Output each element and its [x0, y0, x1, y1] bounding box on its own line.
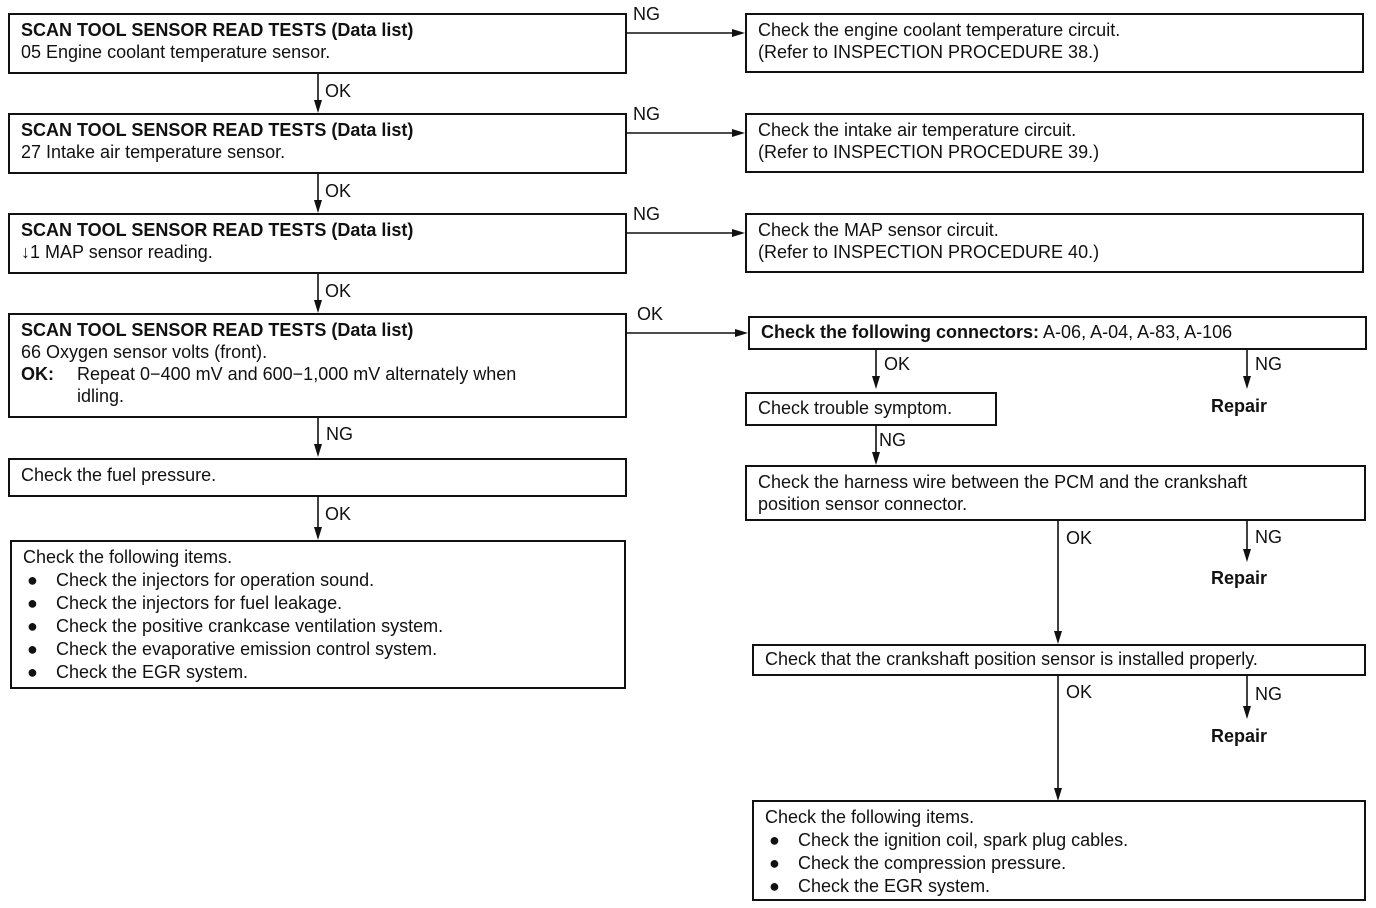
connectors-label: Check the following connectors:: [761, 322, 1040, 342]
ok-criteria-text: Repeat 0−400 mV and 600−1,000 mV alternately when: [77, 364, 517, 384]
list-item: ● Check the ignition coil, spark plug cables.: [769, 830, 1129, 850]
ok-label: OK: [325, 504, 352, 524]
ok-label: OK: [325, 81, 352, 101]
step-title: SCAN TOOL SENSOR READ TESTS (Data list): [21, 20, 414, 40]
bullet-icon: ●: [27, 662, 38, 682]
items-heading: Check the following items.: [23, 547, 233, 567]
step-text: Check the fuel pressure.: [21, 465, 217, 485]
ng-label: NG: [879, 430, 906, 450]
ok-label: OK: [1066, 528, 1093, 548]
step-title: SCAN TOOL SENSOR READ TESTS (Data list): [21, 220, 414, 240]
bullet-icon: ●: [27, 570, 38, 590]
repair-label: Repair: [1211, 396, 1268, 416]
repair-label: Repair: [1211, 726, 1268, 746]
ok-criteria-continued: idling.: [77, 386, 125, 406]
step-title: SCAN TOOL SENSOR READ TESTS (Data list): [21, 120, 414, 140]
result-coolant-circuit: Check the engine coolant temperature circuit. (Refer to INSPECTION PROCEDURE 38.): [745, 13, 1364, 73]
bullet-icon: ●: [27, 616, 38, 636]
step-crank-sensor-install: Check that the crankshaft position sensor is installed properly.: [752, 644, 1366, 676]
step-check-connectors: [748, 316, 1367, 350]
result-map-circuit: Check the MAP sensor circuit. (Refer to INSPECTION PROCEDURE 40.): [745, 213, 1364, 273]
bullet-icon: ●: [27, 593, 38, 613]
step-check-items-right: [752, 800, 1366, 901]
ng-label: NG: [326, 424, 353, 444]
ok-label: OK: [325, 281, 352, 301]
step-detail: 27 Intake air temperature sensor.: [21, 142, 286, 162]
step-check-items-left: [10, 540, 626, 689]
step-oxygen-sensor-test: [8, 313, 627, 418]
list-item: ● Check the injectors for operation sound.: [27, 570, 375, 590]
list-item: ● Check the compression pressure.: [769, 853, 1067, 873]
step-detail: ↓1 MAP sensor reading.: [21, 242, 213, 262]
step-detail: 66 Oxygen sensor volts (front).: [21, 342, 268, 362]
ng-label: NG: [1255, 527, 1282, 547]
list-item: ● Check the injectors for fuel leakage.: [27, 593, 343, 613]
list-item: ● Check the positive crankcase ventilation system.: [27, 616, 444, 636]
step-fuel-pressure: [8, 458, 627, 497]
step-map-sensor-test: [8, 213, 627, 274]
ng-label: NG: [1255, 354, 1282, 374]
step-trouble-symptom: Check trouble symptom.: [745, 392, 997, 426]
list-item: ● Check the EGR system.: [769, 876, 991, 896]
bullet-icon: ●: [27, 639, 38, 659]
result-intake-air-circuit: Check the intake air temperature circuit. (Refer to INSPECTION PROCEDURE 39.): [745, 113, 1364, 173]
list-item: ● Check the evaporative emission control system.: [27, 639, 438, 659]
ok-label: OK: [637, 304, 664, 324]
ok-criteria: [21, 363, 615, 385]
ok-criteria-label: OK:: [21, 364, 54, 384]
repair-label: Repair: [1211, 568, 1268, 588]
ng-label: NG: [633, 104, 660, 124]
items-heading: Check the following items.: [765, 807, 975, 827]
ok-label: OK: [1066, 682, 1093, 702]
step-title: SCAN TOOL SENSOR READ TESTS (Data list): [21, 320, 414, 340]
step-harness-wire: Check the harness wire between the PCM and the crankshaft position sensor connector.: [745, 465, 1366, 521]
ng-label: NG: [1255, 684, 1282, 704]
bullet-icon: ●: [769, 830, 780, 850]
connectors-list: A-06, A-04, A-83, A-106: [1043, 322, 1233, 342]
step-coolant-sensor-test: [8, 13, 627, 74]
ng-label: NG: [633, 4, 660, 24]
ok-label: OK: [325, 181, 352, 201]
step-intake-air-test: [8, 113, 627, 174]
ok-label: OK: [884, 354, 911, 374]
step-detail: 05 Engine coolant temperature sensor.: [21, 42, 331, 62]
bullet-icon: ●: [769, 853, 780, 873]
ng-label: NG: [633, 204, 660, 224]
bullet-icon: ●: [769, 876, 780, 896]
list-item: ● Check the EGR system.: [27, 662, 249, 682]
